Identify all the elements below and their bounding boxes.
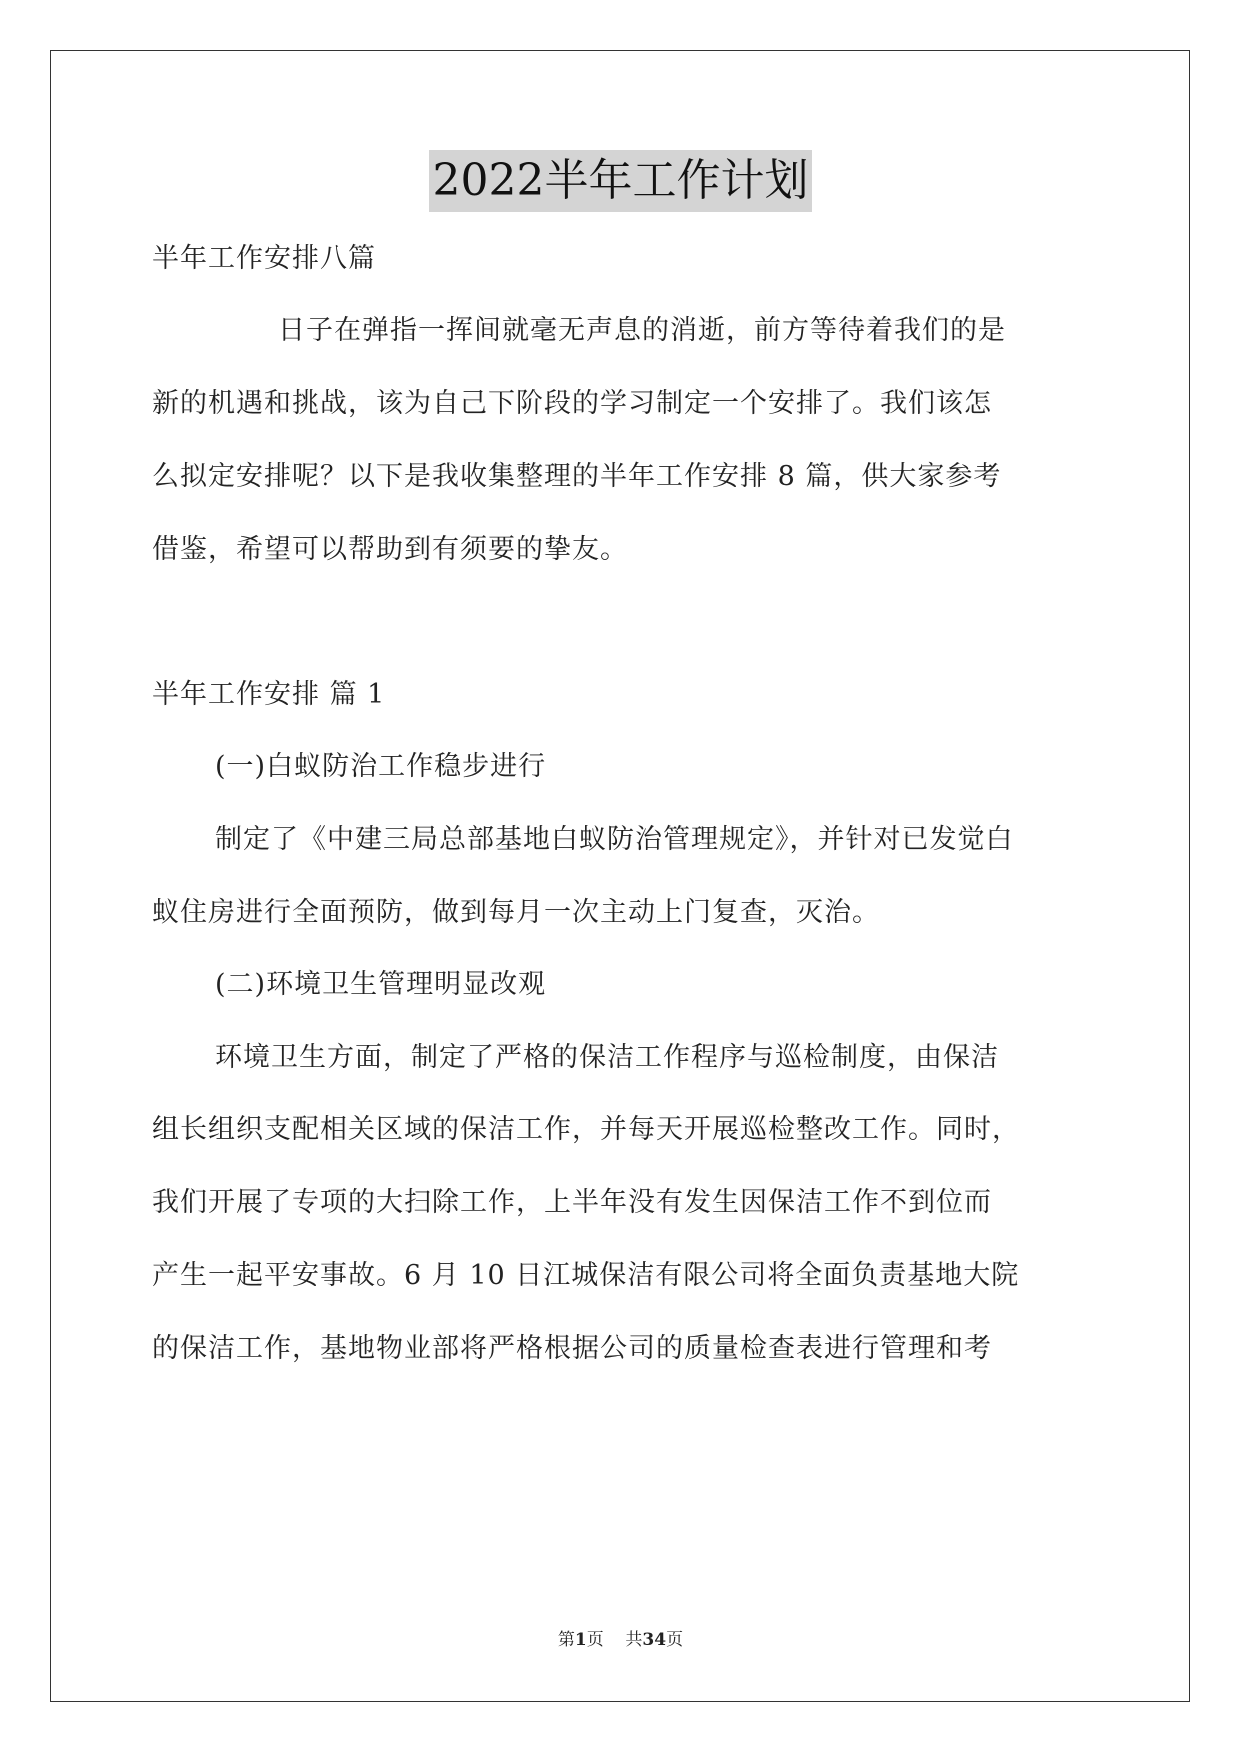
item2-body-line-2: 组长组织支配相关区域的保洁工作，并每天开展巡检整改工作。同时， [152, 1114, 1020, 1145]
item2-body-line-1: 环境卫生方面，制定了严格的保洁工作程序与巡检制度，由保洁 [215, 1042, 999, 1073]
page-number: 1 [574, 1630, 587, 1650]
item2-body-line-4: 产生一起平安事故。6 月 10 日江城保洁有限公司将全面负责基地大院 [152, 1260, 1020, 1291]
item2-heading: (二)环境卫生管理明显改观 [215, 969, 547, 1000]
intro-line-4: 借鉴，希望可以帮助到有须要的挚友。 [152, 534, 628, 565]
page-suffix: 页 [586, 1630, 604, 1650]
intro-line-2: 新的机遇和挑战，该为自己下阶段的学习制定一个安排了。我们该怎 [152, 388, 992, 419]
section-heading: 半年工作安排 篇 1 [152, 679, 386, 710]
item1-body-line-1: 制定了《中建三局总部基地白蚁防治管理规定》，并针对已发觉白 [215, 824, 1014, 855]
item1-heading: (一)白蚁防治工作稳步进行 [215, 751, 547, 782]
page-prefix: 第 [557, 1630, 575, 1650]
intro-line-3: 么拟定安排呢？以下是我收集整理的半年工作安排 8 篇，供大家参考 [152, 461, 1002, 492]
page-footer [0, 1628, 1241, 1652]
document-title: 2022半年工作计划 [429, 150, 813, 212]
total-prefix: 共 [625, 1630, 643, 1650]
document-subtitle: 半年工作安排八篇 [152, 243, 376, 274]
item2-body-line-5: 的保洁工作，基地物业部将严格根据公司的质量检查表进行管理和考 [152, 1333, 992, 1364]
intro-line-1: 日子在弹指一挥间就毫无声息的消逝，前方等待着我们的是 [278, 315, 1006, 346]
total-pages: 34 [642, 1630, 667, 1650]
page-border [50, 50, 1190, 1702]
item1-body-line-2: 蚁住房进行全面预防，做到每月一次主动上门复查，灭治。 [152, 897, 880, 928]
total-suffix: 页 [666, 1630, 684, 1650]
title-container [0, 150, 1241, 212]
item2-body-line-3: 我们开展了专项的大扫除工作，上半年没有发生因保洁工作不到位而 [152, 1187, 992, 1218]
